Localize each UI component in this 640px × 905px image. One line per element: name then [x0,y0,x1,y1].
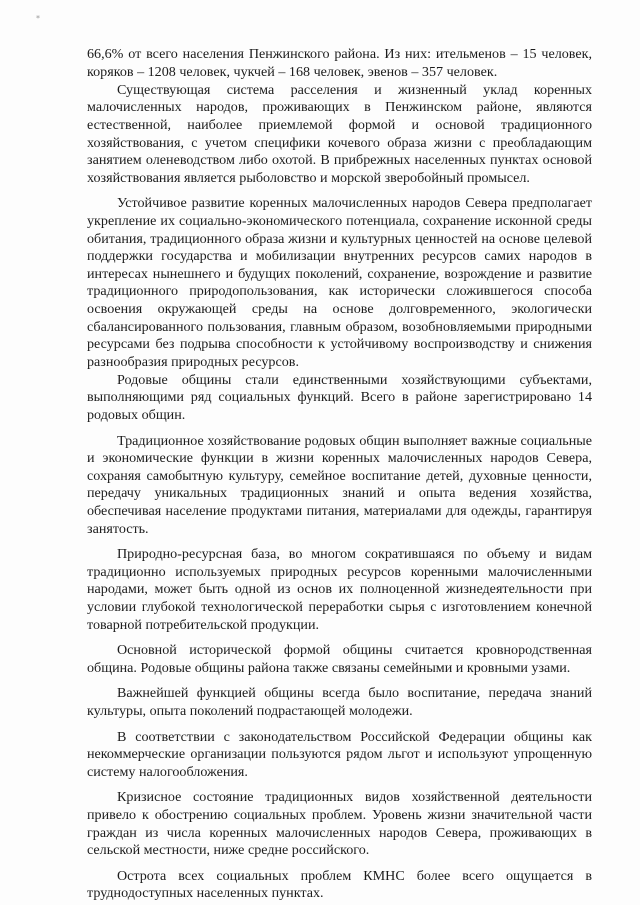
paragraph-sustainable-development: Устойчивое развитие коренных малочисленных народов Севера предполагает укрепление их социально-экономического потенциала, сохранение исконной среды обитания, традиционного образа жизни и культурных ценностей на основе целевой поддержки государства и мобилизации внутренних ресурсов самих народов в интересах нынешнего и будущих поколений, сохранение, возрождение и развитие традиционного природопользования, как исторически сложившегося способа освоения окружающей среды на основе долговременного, экологически сбалансированного пользования, главным образом, возобновляемыми природными ресурсами без подрыва способности к устойчивому воспроизводству и снижения разнообразия природных ресурсов. [87,195,592,370]
paragraph-clan-communities: Родовые общины стали единственными хозяйствующими субъектами, выполняющими ряд социальных функций. Всего в районе зарегистрировано 14 родовых общин. [87,371,592,424]
document-body [87,46,592,904]
paragraph-traditional-economy: Традиционное хозяйствование родовых общин выполняет важные социальные и экономические функции в жизни коренных малочисленных народов Севера, сохраняя самобытную культуру, семейное воспитание детей, духовные ценности, передачу уникальных традиционных знаний и опыта ведения хозяйства, обеспечивая население продуктами питания, материалами для одежды, гарантируя занятость. [87,432,592,537]
paragraph-settlement-system: Существующая система расселения и жизненный уклад коренных малочисленных народов, проживающих в Пенжинском районе, являются естественной, наиболее приемлемой формой и основой традиционного хозяйствования, с учетом специфики кочевого образа жизни с преобладающим занятием оленеводством либо охотой. В прибрежных населенных пунктах основой хозяйствования является рыболовство и морской зверобойный промысел. [87,81,592,186]
paragraph-social-problems: Острота всех социальных проблем КМНС более всего ощущается в труднодоступных населенных пунктах. [87,867,592,902]
paragraph-population-breakdown: 66,6% от всего населения Пенжинского района. Из них: ительменов – 15 человек, коряков – 1208 человек, чукчей – 168 человек, эвенов – 357 человек. [87,46,592,80]
paragraph-legislation: В соответствии с законодательством Российской Федерации общины как некоммерческие организации пользуются рядом льгот и используют упрощенную систему налогообложения. [87,728,592,780]
paragraph-resource-base: Природно-ресурсная база, во многом сократившаяся по объему и видам традиционно используемых природных ресурсов коренными малочисленными народами, может быть одной из основ их полноценной жизнедеятельности при условии глубокой технологической переработки сырья с изготовлением конечной товарной потребительской продукции. [87,546,592,633]
scan-corner-mark: * [36,14,40,23]
paragraph-crisis: Кризисное состояние традиционных видов хозяйственной деятельности привело к обострению социальных проблем. Уровень жизни значительной части граждан из числа коренных малочисленных народов Севера, проживающих в сельской местности, ниже средне российского. [87,789,592,859]
paragraph-community-function: Важнейшей функцией общины всегда было воспитание, передача знаний культуры, опыта поколений подрастающей молодежи. [87,685,592,719]
paragraph-historic-form: Основной исторической формой общины считается кровнородственная община. Родовые общины района также связаны семейными и кровными узами. [87,642,592,676]
